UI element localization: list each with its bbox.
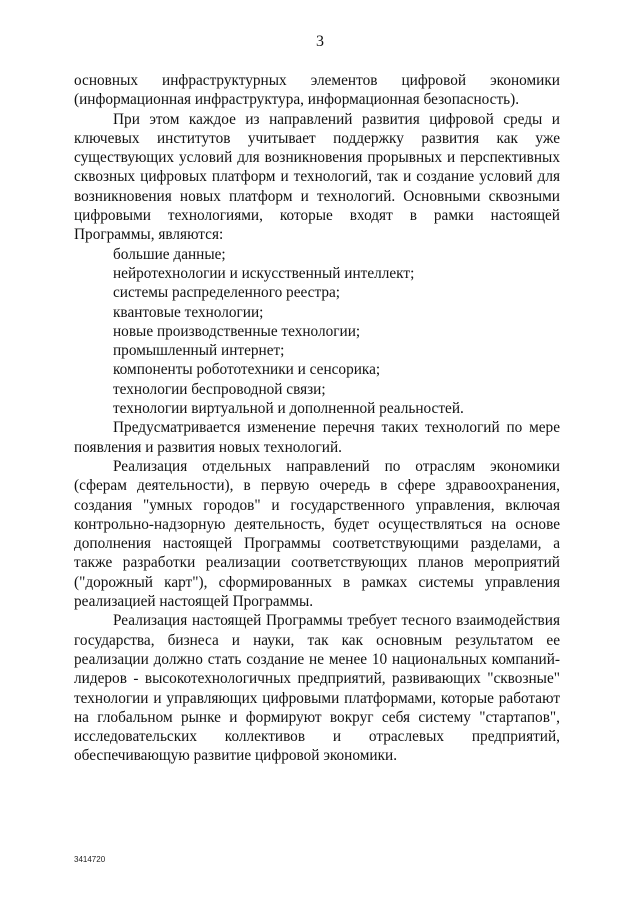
paragraph-program-result: Реализация настоящей Программы требует тесного взаимодействия государства, бизнеса и науки, так как основным результатом ее реализации должно стать создание не менее 10 национальных компаний-лидеров - высокотехнологичных предприятий, развивающих "сквозные" технологии и управляющих цифровыми платформами, которые работают на глобальном рынке и формируют вокруг себя систему "стартапов", исследовательских коллективов и отраслевых предприятий, обеспечивающую развитие цифровой экономики. [74,612,560,765]
technology-list [74,245,560,419]
list-item: технологии виртуальной и дополненной реальностей. [113,400,464,418]
paragraph-sector-implementation: Реализация отдельных направлений по отраслям экономики (сферам деятельности), в первую очередь в сфере здравоохранения, создания "умных городов" и государственного управления, включая контрольно-надзорную деятельность, будет осуществляться на основе дополнения настоящей Программы соответствующими разделами, а также разработки реализации соответствующих планов мероприятий ("дорожный карт"), сформированных в рамках системы управления реализацией настоящей Программы. [74,457,560,611]
list-item: большие данные; [113,245,226,263]
list-item: нейротехнологии и искусственный интеллект; [113,264,415,282]
list-item: технологии беспроводной связи; [113,380,326,398]
paragraph-list-update: Предусматривается изменение перечня таких технологий по мере появления и развития новых технологий. [74,419,560,456]
document-code: 3414720 [74,855,106,864]
list-item: новые производственные технологии; [113,322,361,340]
list-item: компоненты робототехники и сенсорика; [113,361,381,379]
list-item: квантовые технологии; [113,303,264,321]
list-item: промышленный интернет; [113,342,285,360]
list-item: системы распределенного реестра; [113,284,341,302]
document-body [74,71,560,766]
page-number: 3 [316,33,324,50]
paragraph-intro-continuation: основных инфраструктурных элементов цифровой экономики (информационная инфраструктура, информационная безопасность). [74,72,560,109]
paragraph-technologies-intro: При этом каждое из направлений развития цифровой среды и ключевых институтов учитывает поддержку развития как уже существующих условий для возникновения прорывных и перспективных сквозных цифровых платформ и технологий, так и создание условий для возникновения новых платформ и технологий. Основными сквозными цифровыми технологиями, которые входят в рамки настоящей Программы, являются: [74,110,560,244]
